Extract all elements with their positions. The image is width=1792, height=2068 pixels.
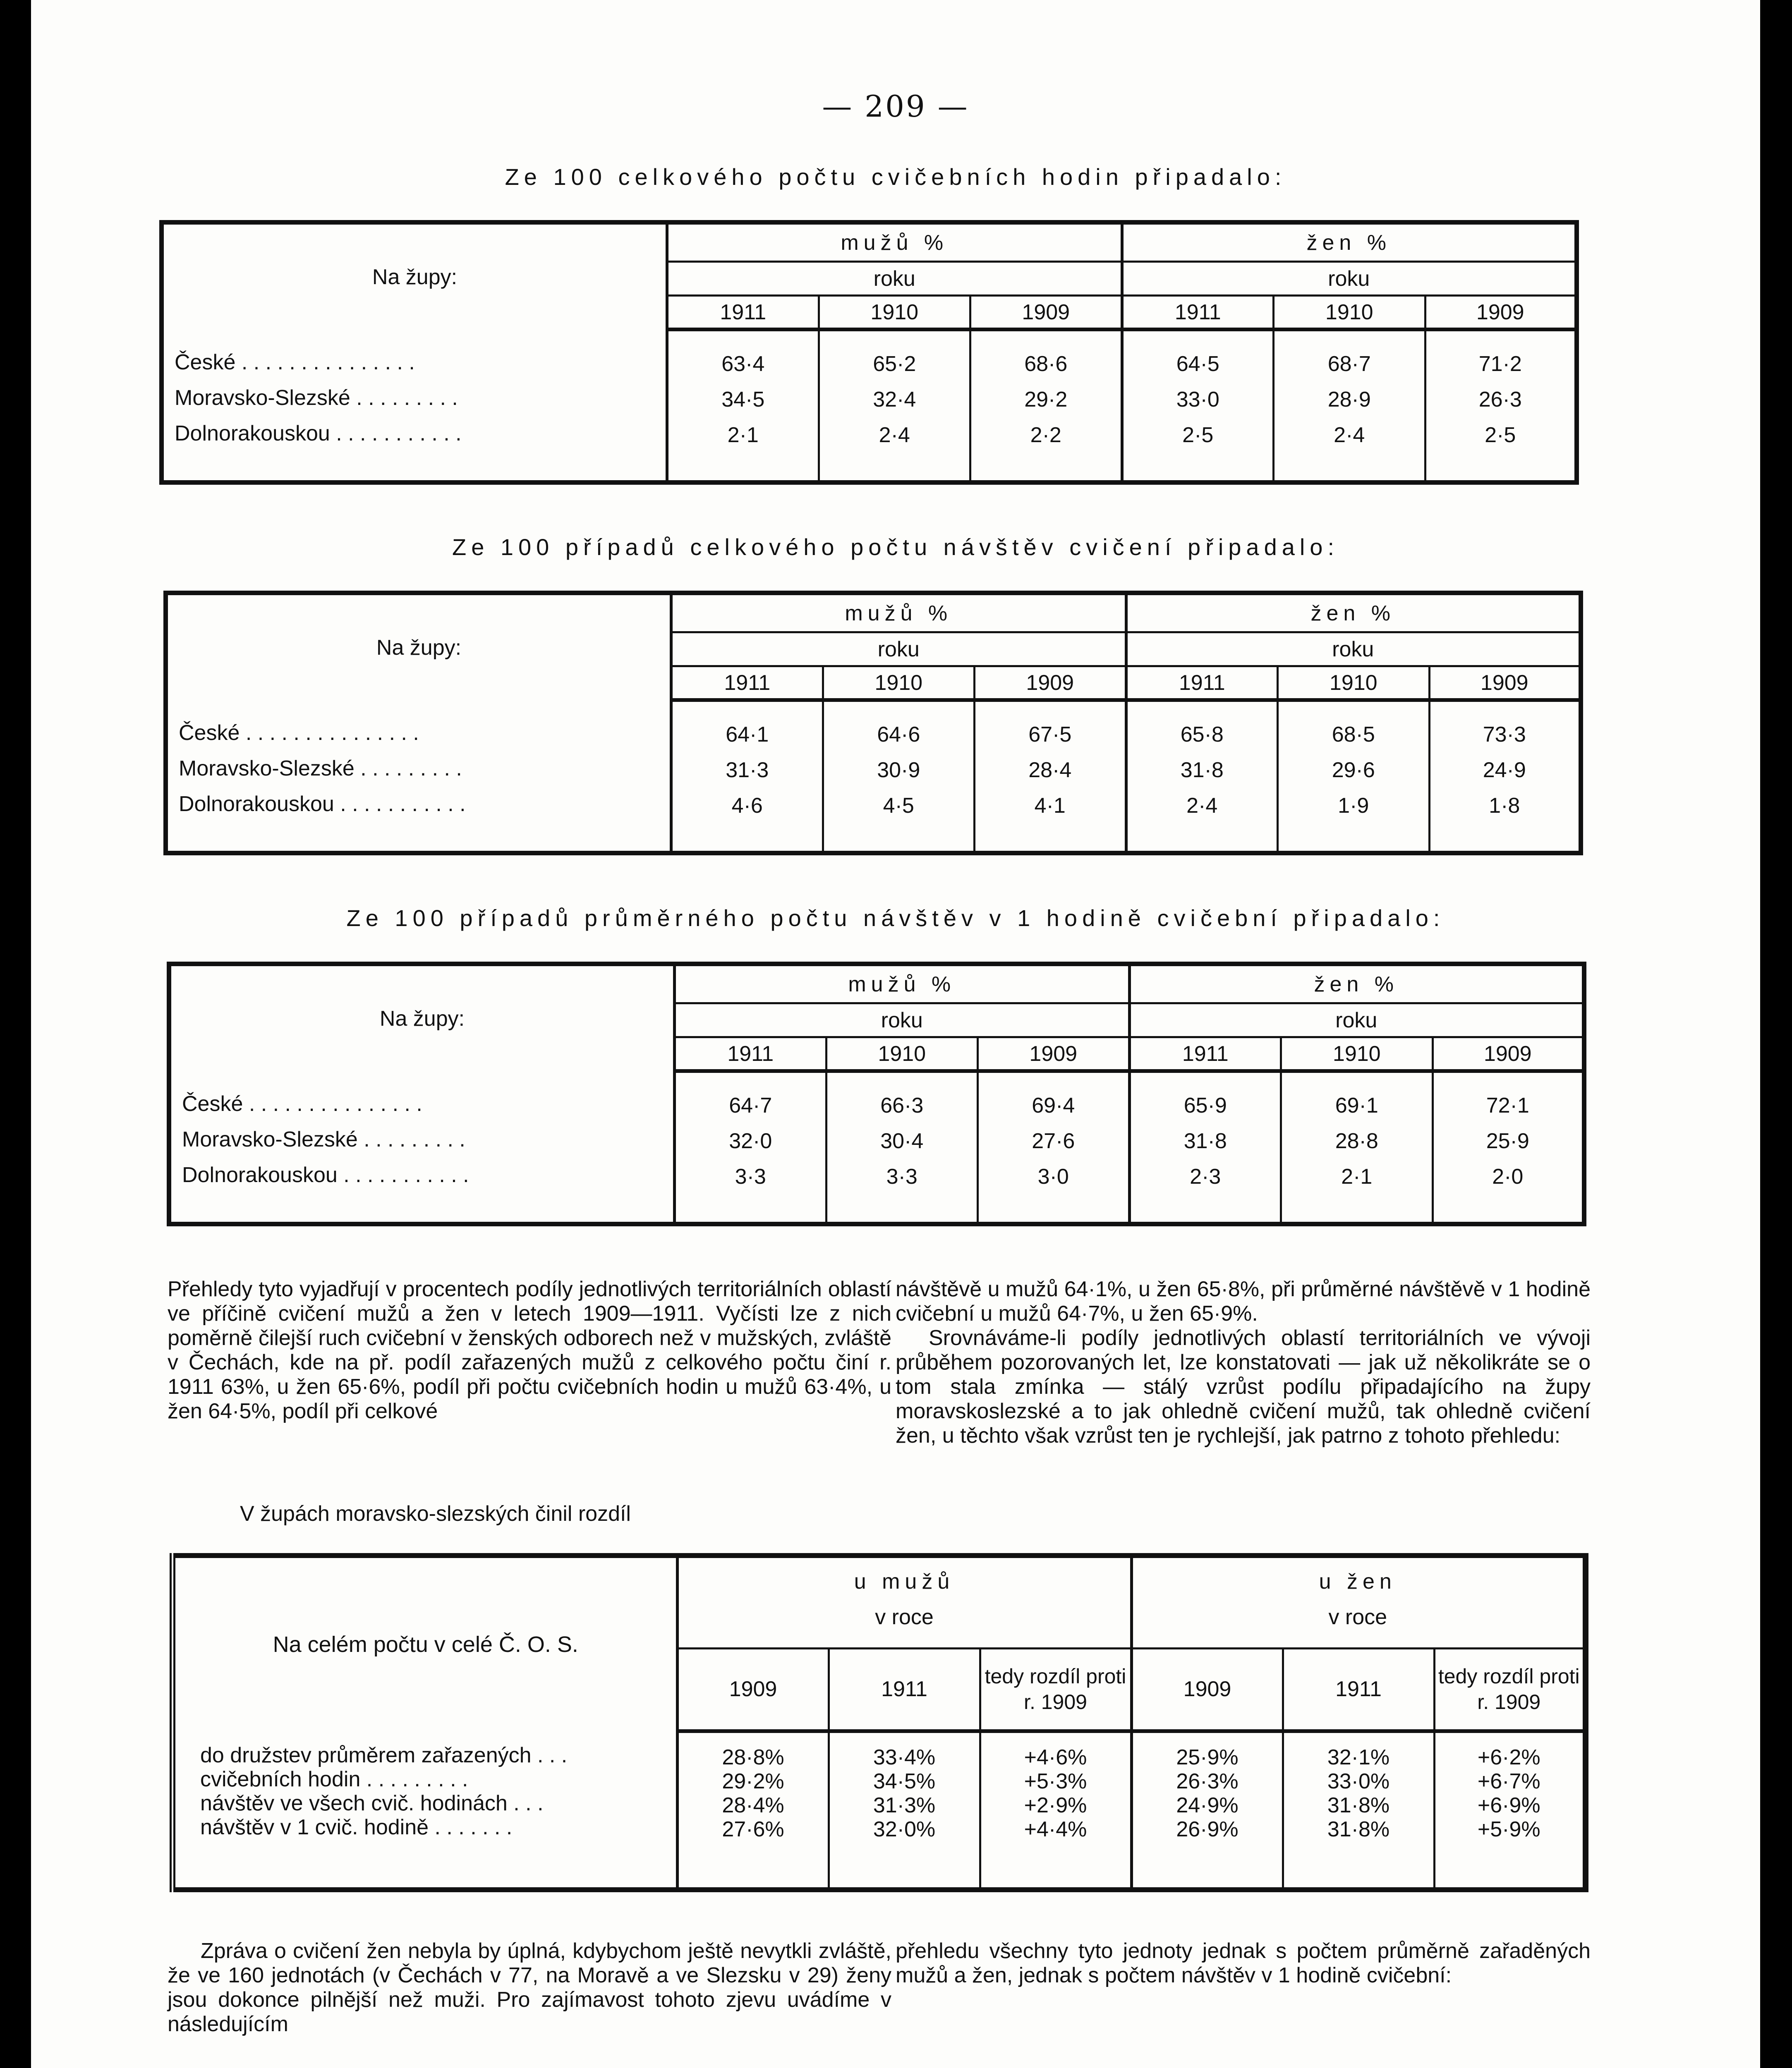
row-label: České . . . . . . . . . . . . . . . bbox=[179, 720, 419, 745]
cell: 30·4 bbox=[880, 1129, 924, 1153]
table-1-roku-women: roku bbox=[1122, 262, 1577, 296]
cell: 31·8 bbox=[1183, 1129, 1227, 1153]
diff-table-col-head: 1909 bbox=[677, 1648, 829, 1731]
cell: 28·4% bbox=[722, 1793, 784, 1817]
cell: 2·4 bbox=[1186, 794, 1218, 818]
table-3-row-header: Na župy: bbox=[169, 964, 675, 1071]
table-2-roku-men: roku bbox=[671, 632, 1126, 666]
cell: 34·5 bbox=[721, 388, 765, 412]
cell: 32·0% bbox=[873, 1817, 936, 1841]
cell: 28·9 bbox=[1327, 388, 1371, 412]
cell: +5·9% bbox=[1477, 1817, 1540, 1841]
diff-table-col bbox=[1131, 1731, 1283, 1890]
table-2-year: 1911 bbox=[671, 666, 823, 700]
cell: 28·4 bbox=[1028, 758, 1072, 782]
cell: 1·8 bbox=[1489, 794, 1520, 818]
cell: 65·8 bbox=[1180, 723, 1224, 747]
table-3-col bbox=[826, 1071, 978, 1224]
cell: 26·9% bbox=[1176, 1817, 1239, 1841]
table-2-row-header: Na župy: bbox=[166, 593, 671, 700]
cell: 25·9 bbox=[1486, 1129, 1529, 1153]
cell: 30·9 bbox=[877, 758, 920, 782]
cell: 34·5% bbox=[873, 1769, 936, 1793]
table-1-year: 1909 bbox=[1425, 296, 1577, 330]
table-3-col bbox=[1129, 1071, 1281, 1224]
table-1-year: 1909 bbox=[970, 296, 1122, 330]
cell: 68·5 bbox=[1332, 723, 1375, 747]
diff-table-v-roce-men: v roce bbox=[677, 1605, 1131, 1648]
cell: +2·9% bbox=[1024, 1793, 1087, 1817]
diff-table-col-head: tedy rozdíl proti r. 1909 bbox=[1434, 1648, 1586, 1731]
diff-table-col-head: 1911 bbox=[1283, 1648, 1434, 1731]
table-1-caption: Ze 100 celkového počtu cvičebních hodin připadalo: bbox=[505, 164, 1287, 190]
cell: +4·4% bbox=[1024, 1817, 1087, 1841]
table-3-roku-men: roku bbox=[675, 1003, 1130, 1037]
cell: 3·0 bbox=[1037, 1165, 1069, 1189]
cell: 33·0% bbox=[1327, 1769, 1390, 1793]
table-2-labels bbox=[166, 700, 671, 853]
table-2-year: 1910 bbox=[1278, 666, 1430, 700]
cell: 29·6 bbox=[1332, 758, 1375, 782]
table-2-year: 1909 bbox=[1429, 666, 1581, 700]
row-label: Dolnorakouskou . . . . . . . . . . . bbox=[179, 792, 466, 816]
cell: 73·3 bbox=[1483, 723, 1526, 747]
diff-table-col-head: 1911 bbox=[829, 1648, 980, 1731]
cell: 24·9% bbox=[1176, 1793, 1239, 1817]
row-label: České . . . . . . . . . . . . . . . bbox=[175, 350, 415, 374]
diff-table-col bbox=[677, 1731, 829, 1890]
cell: 66·3 bbox=[880, 1094, 924, 1118]
cell: 31·8% bbox=[1327, 1817, 1390, 1841]
cell: 1·9 bbox=[1338, 794, 1369, 818]
cell: 3·3 bbox=[735, 1165, 766, 1189]
cell: 26·3% bbox=[1176, 1769, 1239, 1793]
cell: +4·6% bbox=[1024, 1745, 1087, 1769]
table-1 bbox=[159, 220, 1579, 485]
cell: 2·4 bbox=[879, 423, 910, 447]
cell: 29·2% bbox=[722, 1769, 784, 1793]
table-1-col bbox=[819, 330, 970, 483]
cell: 4·5 bbox=[883, 794, 914, 818]
diff-table-col bbox=[980, 1731, 1131, 1890]
table-2-col bbox=[823, 700, 975, 853]
paragraph-left-2: Zpráva o cvičení žen nebyla by úplná, kdybychom ještě nevytkli zvláště, že ve 160 jednotách (v Čechách v 77, na Moravě a ve Slezsku v 29) ženy jsou dokonce pilnější než muži. Pro zajímavost tohoto zjevu uvádíme v následujícím bbox=[168, 1939, 891, 2036]
paragraph-right-1: návštěvě u mužů 64·1%, u žen 65·8%, při průměrné návštěvě v 1 hodině cvičební u mužů 64·7%, u žen 65·9%. bbox=[896, 1277, 1591, 1326]
table-2 bbox=[163, 591, 1583, 855]
paragraph-right-2: Srovnáváme-li podíly jednotlivých oblastí territoriálních ve vývoji průběhem pozorovaných let, lze konstatovati — jak už několikráte se o tom stala zmínka — stálý vzrůst podílu připadajícího na župy moravskoslezské a to jak ohledně cvičení mužů, tak ohledně cvičení žen, u těchto však vzrůst ten je rychlejší, jak patrno z tohoto přehledu: bbox=[896, 1326, 1591, 1448]
diff-table-group-women: u žen bbox=[1319, 1569, 1397, 1594]
cell: 31·8 bbox=[1180, 758, 1224, 782]
cell: +6·7% bbox=[1477, 1769, 1540, 1793]
cell: 69·1 bbox=[1335, 1094, 1378, 1118]
cell: 68·7 bbox=[1327, 352, 1371, 376]
cell: 26·3 bbox=[1478, 388, 1522, 412]
row-label: cvičebních hodin . . . . . . . . . bbox=[200, 1767, 468, 1791]
diff-table-row-header: Na celém počtu v celé Č. O. S. bbox=[172, 1556, 677, 1731]
table-1-year: 1911 bbox=[667, 296, 819, 330]
table-1-group-women: žen % bbox=[1122, 223, 1577, 262]
table-3-year: 1911 bbox=[1129, 1037, 1281, 1071]
cell: 27·6% bbox=[722, 1817, 784, 1841]
cell: 2·0 bbox=[1492, 1165, 1524, 1189]
diff-table-v-roce-women: v roce bbox=[1131, 1605, 1586, 1648]
table-2-caption: Ze 100 případů celkového počtu návštěv cvičení připadalo: bbox=[452, 534, 1339, 560]
table-2-year: 1909 bbox=[975, 666, 1126, 700]
table-1-group-men: mužů % bbox=[667, 223, 1122, 262]
table-1-year: 1910 bbox=[819, 296, 970, 330]
row-label: Dolnorakouskou . . . . . . . . . . . bbox=[182, 1163, 469, 1187]
cell: 2·5 bbox=[1485, 423, 1516, 447]
cell: 27·6 bbox=[1032, 1129, 1075, 1153]
cell: 65·2 bbox=[873, 352, 916, 376]
cell: 32·0 bbox=[729, 1129, 772, 1153]
paragraph-right-3: přehledu všechny tyto jednoty jednak s počtem průměrně zařaděných mužů a žen, jednak s počtem návštěv v 1 hodině cvičební: bbox=[896, 1939, 1591, 1987]
table-3-year: 1909 bbox=[1433, 1037, 1584, 1071]
cell: 4·1 bbox=[1034, 794, 1066, 818]
table-2-col bbox=[671, 700, 823, 853]
diff-table-col bbox=[829, 1731, 980, 1890]
table-1-col bbox=[667, 330, 819, 483]
row-label: návštěv v 1 cvič. hodině . . . . . . . bbox=[200, 1815, 513, 1839]
table-3-year: 1911 bbox=[675, 1037, 827, 1071]
diff-intro: V župách moravsko-slezských činil rozdíl bbox=[240, 1502, 631, 1526]
table-1-col bbox=[970, 330, 1122, 483]
table-1-col bbox=[1122, 330, 1274, 483]
table-1-col bbox=[1425, 330, 1577, 483]
table-3-col bbox=[675, 1071, 827, 1224]
cell: 64·6 bbox=[877, 723, 920, 747]
cell: 33·0 bbox=[1176, 388, 1219, 412]
row-label: Moravsko-Slezské . . . . . . . . . bbox=[179, 756, 462, 780]
table-2-group-women: žen % bbox=[1126, 593, 1581, 632]
cell: 64·7 bbox=[729, 1094, 772, 1118]
table-2-col bbox=[975, 700, 1126, 853]
table-1-row-header: Na župy: bbox=[162, 223, 667, 330]
cell: 2·1 bbox=[1341, 1165, 1373, 1189]
cell: 69·4 bbox=[1032, 1094, 1075, 1118]
row-label: Moravsko-Slezské . . . . . . . . . bbox=[182, 1127, 465, 1151]
table-3-caption: Ze 100 případů průměrného počtu návštěv v 1 hodině cvičební připadalo: bbox=[346, 905, 1445, 931]
table-3-group-men: mužů % bbox=[675, 964, 1130, 1003]
cell: 28·8 bbox=[1335, 1129, 1378, 1153]
table-3-roku-women: roku bbox=[1129, 1003, 1584, 1037]
scanned-page bbox=[31, 0, 1760, 2068]
table-3-col bbox=[978, 1071, 1130, 1224]
cell: 2·1 bbox=[727, 423, 759, 447]
cell: +6·2% bbox=[1477, 1745, 1540, 1769]
diff-table-col bbox=[1434, 1731, 1586, 1890]
table-1-col bbox=[1274, 330, 1425, 483]
row-label: do družstev průměrem zařazených . . . bbox=[200, 1743, 568, 1767]
cell: 32·4 bbox=[873, 388, 916, 412]
cell: 2·5 bbox=[1182, 423, 1214, 447]
cell: 71·2 bbox=[1478, 352, 1522, 376]
table-3-group-women: žen % bbox=[1129, 964, 1584, 1003]
table-3 bbox=[167, 962, 1586, 1226]
diff-table-group-men: u mužů bbox=[677, 1556, 1131, 1605]
cell: 63·4 bbox=[721, 352, 765, 376]
cell: 25·9% bbox=[1176, 1745, 1239, 1769]
table-1-roku-men: roku bbox=[667, 262, 1122, 296]
table-3-labels bbox=[169, 1071, 675, 1224]
cell: 64·1 bbox=[726, 723, 769, 747]
table-2-roku-women: roku bbox=[1126, 632, 1581, 666]
table-2-year: 1910 bbox=[823, 666, 975, 700]
cell: 67·5 bbox=[1028, 723, 1072, 747]
diff-table-col-head: 1909 bbox=[1131, 1648, 1283, 1731]
cell: 28·8% bbox=[722, 1745, 784, 1769]
table-3-col bbox=[1433, 1071, 1584, 1224]
table-3-year: 1910 bbox=[826, 1037, 978, 1071]
diff-table bbox=[170, 1553, 1588, 1892]
row-label: České . . . . . . . . . . . . . . . bbox=[182, 1091, 422, 1116]
cell: +5·3% bbox=[1024, 1769, 1087, 1793]
paragraph-left-1: Přehledy tyto vyjadřují v procentech podíly jednotlivých territoriálních oblastí ve příčině cvičení mužů a žen v letech 1909—1911. Vyčísti lze z nich poměrně čilejší ruch cvičební v ženských odborech než v mužských, zvláště v Čechách, kde na př. podíl zařazených mužů z celkového počtu činí r. 1911 63%, u žen 65·6%, podíl při počtu cvičebních hodin u mužů 63·4%, u žen 64·5%, podíl při celkové bbox=[168, 1277, 891, 1423]
diff-table-col-head: tedy rozdíl proti r. 1909 bbox=[980, 1648, 1131, 1731]
table-2-col bbox=[1429, 700, 1581, 853]
table-2-col bbox=[1126, 700, 1278, 853]
table-2-col bbox=[1278, 700, 1430, 853]
cell: 72·1 bbox=[1486, 1094, 1529, 1118]
cell: 2·3 bbox=[1190, 1165, 1221, 1189]
cell: +6·9% bbox=[1477, 1793, 1540, 1817]
cell: 24·9 bbox=[1483, 758, 1526, 782]
row-label: návštěv ve všech cvič. hodinách . . . bbox=[200, 1791, 544, 1815]
page-number: — 209 — bbox=[822, 89, 969, 124]
cell: 31·3 bbox=[726, 758, 769, 782]
row-label: Dolnorakouskou . . . . . . . . . . . bbox=[175, 421, 462, 445]
table-3-year: 1909 bbox=[978, 1037, 1130, 1071]
cell: 29·2 bbox=[1024, 388, 1068, 412]
cell: 33·4% bbox=[873, 1745, 936, 1769]
table-3-year: 1910 bbox=[1281, 1037, 1433, 1071]
table-1-year: 1911 bbox=[1122, 296, 1274, 330]
cell: 68·6 bbox=[1024, 352, 1068, 376]
cell: 3·3 bbox=[886, 1165, 918, 1189]
cell: 2·4 bbox=[1334, 423, 1365, 447]
cell: 65·9 bbox=[1183, 1094, 1227, 1118]
cell: 64·5 bbox=[1176, 352, 1219, 376]
cell: 31·3% bbox=[873, 1793, 936, 1817]
cell: 2·2 bbox=[1030, 423, 1061, 447]
diff-table-col bbox=[1283, 1731, 1434, 1890]
cell: 32·1% bbox=[1327, 1745, 1390, 1769]
table-2-group-men: mužů % bbox=[671, 593, 1126, 632]
table-1-labels bbox=[162, 330, 667, 483]
row-label: Moravsko-Slezské . . . . . . . . . bbox=[175, 385, 458, 410]
cell: 4·6 bbox=[731, 794, 763, 818]
table-1-year: 1910 bbox=[1274, 296, 1425, 330]
table-2-year: 1911 bbox=[1126, 666, 1278, 700]
diff-table-labels bbox=[172, 1731, 677, 1890]
cell: 31·8% bbox=[1327, 1793, 1390, 1817]
table-3-col bbox=[1281, 1071, 1433, 1224]
